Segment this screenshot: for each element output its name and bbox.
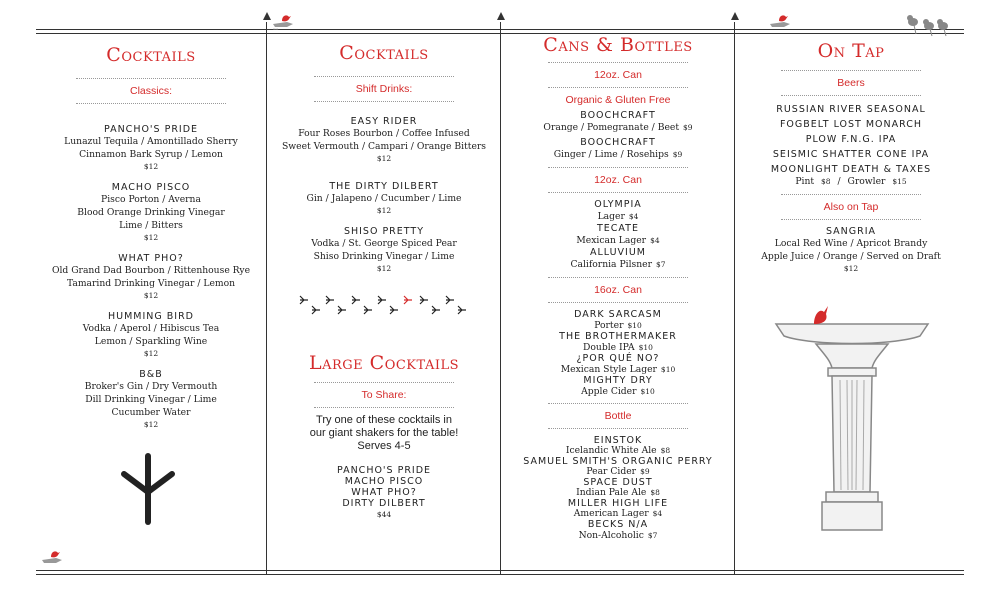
- menu-item: [40, 182, 262, 244]
- bird-logo-icon: [768, 10, 794, 30]
- item-description: Lunazul Tequila / Amontillado Sherry: [64, 136, 238, 147]
- dotted-divider: [781, 95, 921, 96]
- bird-footprint-icon: [116, 452, 180, 526]
- dotted-divider: [548, 428, 688, 429]
- section-title: Large Cocktails: [308, 352, 460, 374]
- item-name: EASY RIDER: [350, 116, 418, 127]
- dotted-divider: [548, 87, 688, 88]
- dotted-divider: [548, 192, 688, 193]
- item-name: DIRTY DILBERT: [342, 498, 426, 509]
- menu-item: [40, 124, 262, 173]
- section-title: Cocktails: [106, 44, 196, 66]
- item-price: $12: [843, 264, 859, 273]
- dotted-divider: [548, 62, 688, 63]
- item-description: Apple Cider $10: [581, 386, 655, 397]
- menu-item: [40, 253, 262, 302]
- item-description: Shiso Drinking Vinegar / Lime: [313, 251, 455, 262]
- item-description: Four Roses Bourbon / Coffee Infused: [298, 128, 470, 139]
- dotted-divider: [314, 101, 454, 102]
- section-subtitle: Classics:: [129, 85, 172, 97]
- item-description: Double IPA $10: [583, 342, 653, 353]
- menu-item: [270, 226, 498, 275]
- item-price: $9: [640, 467, 650, 476]
- item-price: $9: [672, 150, 683, 159]
- item-price: $4: [652, 509, 663, 518]
- item-name: ¿POR QUÉ NO?: [576, 353, 660, 364]
- item-name: THE BROTHERMAKER: [559, 331, 677, 342]
- item-description: Local Red Wine / Apricot Brandy: [774, 238, 928, 249]
- item-price: $4: [650, 236, 660, 245]
- beer-item: RUSSIAN RIVER SEASONAL: [776, 104, 926, 115]
- item-price: $12: [143, 349, 159, 358]
- item-price: $10: [660, 365, 676, 374]
- menu-item: [40, 311, 262, 360]
- item-name: ALLUVIUM: [589, 247, 646, 258]
- dotted-divider: [548, 403, 688, 404]
- item-description: Pisco Porton / Averna: [101, 194, 201, 205]
- arrow-up-icon: [263, 12, 271, 20]
- menu-item: [270, 116, 498, 165]
- cans-bottles-column: [504, 34, 732, 542]
- item-price: $8: [660, 446, 671, 455]
- large-description: Try one of these cocktails in: [316, 414, 452, 426]
- dotted-divider: [314, 76, 454, 77]
- item-description: Icelandic White Ale $8: [565, 445, 671, 456]
- dotted-divider: [76, 103, 226, 104]
- item-description: Old Grand Dad Bourbon / Rittenhouse Rye: [51, 265, 251, 276]
- item-name: SANGRIA: [825, 226, 877, 237]
- item-name: SPACE DUST: [583, 477, 653, 488]
- item-description: American Lager $4: [573, 508, 663, 519]
- item-description: Vodka / St. George Spiced Pear: [311, 238, 457, 249]
- item-description: Lemon / Sparkling Wine: [94, 336, 208, 347]
- item-name: MIGHTY DRY: [583, 375, 653, 386]
- section-title: Cans & Bottles: [543, 34, 693, 56]
- item-description: Vodka / Aperol / Hibiscus Tea: [82, 323, 220, 334]
- item-price: $44: [376, 510, 392, 519]
- item-description: Tamarind Drinking Vinegar / Lemon: [66, 278, 236, 289]
- bird-tracks-icon: [298, 294, 468, 316]
- cocktails-shift-column: [270, 34, 498, 284]
- dotted-divider: [781, 70, 921, 71]
- item-name: EINSTOK: [593, 435, 643, 446]
- item-price: $12: [376, 206, 392, 215]
- section-subtitle: 16oz. Can: [594, 284, 642, 296]
- bird-logo-icon: [271, 10, 297, 30]
- item-name: OLYMPIA: [594, 199, 642, 210]
- item-price: $7: [647, 531, 658, 540]
- item-name: PANCHO'S PRIDE: [103, 124, 199, 135]
- item-description: Pear Cider $9: [586, 466, 650, 477]
- item-description: Porter $10: [594, 320, 642, 331]
- item-description: Dill Drinking Vinegar / Lime: [85, 394, 217, 405]
- item-name: SAMUEL SMITH'S ORGANIC PERRY: [523, 456, 713, 467]
- pint-label: Pint: [795, 176, 815, 187]
- item-price: $7: [655, 260, 666, 269]
- item-price: $10: [627, 321, 642, 330]
- item-price: $12: [143, 291, 159, 300]
- dotted-divider: [548, 167, 688, 168]
- item-description: Cinnamon Bark Syrup / Lemon: [79, 149, 223, 160]
- beer-item: MOONLIGHT DEATH & TAXES: [770, 164, 932, 175]
- item-price: $10: [640, 387, 655, 396]
- item-name: WHAT PHO?: [351, 487, 417, 498]
- item-name: B&B: [139, 369, 163, 380]
- item-name: WHAT PHO?: [118, 253, 184, 264]
- section-title: Cocktails: [339, 42, 429, 64]
- section-title: On Tap: [817, 40, 885, 62]
- item-description: Sweet Vermouth / Campari / Orange Bitters: [282, 141, 486, 152]
- item-name: SHISO PRETTY: [343, 226, 425, 237]
- item-description: Indian Pale Ale $8: [576, 487, 660, 498]
- bird-logo-icon: [40, 546, 66, 566]
- svg-text:logo: logo: [273, 28, 279, 30]
- item-description: Mexican Style Lager $10: [560, 364, 676, 375]
- growler-price: $15: [892, 177, 907, 186]
- dotted-divider: [314, 382, 454, 383]
- item-name: MACHO PISCO: [111, 182, 191, 193]
- column-divider: [734, 22, 735, 574]
- growler-label: Growler: [847, 176, 886, 187]
- dotted-divider: [314, 407, 454, 408]
- item-description: Ginger / Lime / Rosehips $9: [553, 149, 683, 160]
- item-description: Lager $4: [597, 211, 639, 222]
- section-subtitle: To Share:: [361, 389, 407, 401]
- arrow-up-icon: [497, 12, 505, 20]
- dotted-divider: [781, 194, 921, 195]
- item-description: Orange / Pomegranate / Beet $9: [543, 122, 693, 133]
- item-description: Gin / Jalapeno / Cucumber / Lime: [306, 193, 462, 204]
- on-tap-column: [738, 34, 964, 275]
- section-subtitle: 12oz. Can: [594, 69, 642, 81]
- item-name: BOOCHCRAFT: [580, 137, 656, 148]
- cardinal-icon: [814, 306, 828, 324]
- birdbath-icon: [772, 302, 932, 534]
- item-price: $12: [143, 420, 159, 429]
- item-name: PANCHO'S PRIDE: [336, 465, 432, 476]
- item-price: $12: [143, 233, 159, 242]
- beer-item: SEISMIC SHATTER CONE IPA: [772, 149, 930, 160]
- dotted-divider: [548, 277, 688, 278]
- item-price: $10: [638, 343, 653, 352]
- section-subtitle: Organic & Gluten Free: [565, 94, 671, 106]
- item-name: THE DIRTY DILBERT: [329, 181, 439, 192]
- item-name: TECATE: [596, 223, 639, 234]
- menu-item: [270, 181, 498, 217]
- section-subtitle: Also on Tap: [823, 201, 879, 213]
- dotted-divider: [781, 219, 921, 220]
- cocktails-classics-column: [40, 34, 262, 440]
- item-name: BECKS N/A: [587, 519, 649, 530]
- item-name: BOOCHCRAFT: [580, 110, 656, 121]
- dotted-divider: [548, 302, 688, 303]
- item-description: Broker's Gin / Dry Vermouth: [84, 381, 218, 392]
- section-subtitle: Bottle: [604, 410, 632, 422]
- menu-item: [40, 369, 262, 431]
- item-name: MILLER HIGH LIFE: [567, 498, 669, 509]
- item-price: $12: [376, 264, 392, 273]
- item-price: $9: [683, 123, 693, 132]
- item-price: $12: [143, 162, 159, 171]
- item-description: Apple Juice / Orange / Served on Draft: [761, 251, 941, 262]
- item-price: $12: [376, 154, 392, 163]
- item-price: $4: [628, 212, 639, 221]
- large-description: our giant shakers for the table!: [309, 427, 459, 439]
- column-divider: [500, 22, 501, 574]
- item-description: Mexican Lager $4: [576, 235, 660, 246]
- item-price: $8: [650, 488, 660, 497]
- item-name: MACHO PISCO: [344, 476, 424, 487]
- dotted-divider: [76, 78, 226, 79]
- item-description: California Pilsner $7: [570, 259, 666, 270]
- section-subtitle: Beers: [837, 77, 865, 89]
- item-description: Lime / Bitters: [119, 220, 183, 231]
- pint-price: $8: [821, 177, 831, 186]
- column-divider: [266, 22, 267, 574]
- beer-item: FOGBELT LOST MONARCH: [779, 119, 923, 130]
- item-description: Non-Alcoholic $7: [578, 530, 658, 541]
- section-subtitle: 12oz. Can: [594, 174, 642, 186]
- section-subtitle: Shift Drinks:: [355, 83, 413, 95]
- bottom-rule: [36, 574, 964, 575]
- large-cocktails-section: [270, 352, 498, 521]
- item-description: Cucumber Water: [111, 407, 191, 418]
- arrow-up-icon: [731, 12, 739, 20]
- item-name: DARK SARCASM: [574, 309, 662, 320]
- pint-growler-prices: Pint $8 / Growler $15: [795, 176, 907, 187]
- large-description: Serves 4-5: [357, 440, 411, 452]
- beer-item: PLOW F.N.G. IPA: [805, 134, 897, 145]
- item-description: Blood Orange Drinking Vinegar: [77, 207, 225, 218]
- item-name: HUMMING BIRD: [107, 311, 194, 322]
